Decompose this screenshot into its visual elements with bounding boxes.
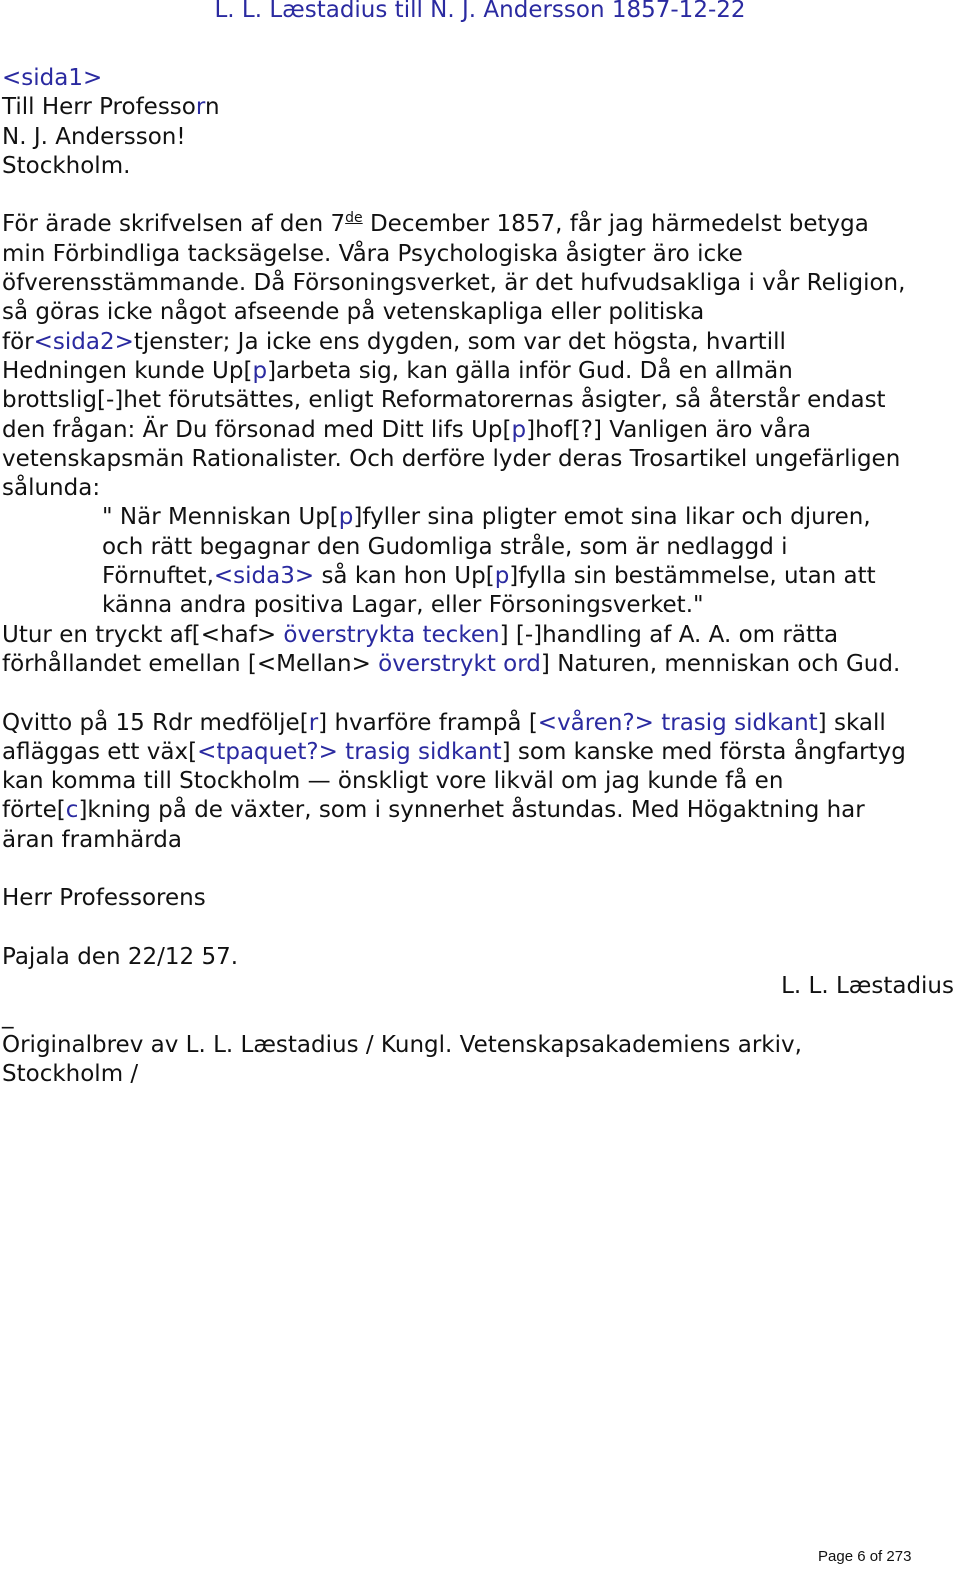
editorial-insertion: c (65, 797, 79, 824)
editorial-insertion: p (252, 357, 268, 384)
page-number: Page 6 of 273 (818, 1548, 912, 1565)
quote-line: känna andra positiva Lagar, eller Försoningsverket." (102, 592, 704, 619)
editorial-insertion: p (511, 416, 527, 443)
page-marker: <sida3> (213, 563, 315, 590)
quote-line: och rätt begagnar den Gudomliga stråle, som är nedlaggd i (102, 533, 788, 560)
letter-line: den frågan: Är Du försonad med Ditt lifs Up[p]hof[?] Vanligen äro våra (2, 416, 811, 443)
letter-line: För ärade skrifvelsen af den 7de December 1857, får jag härmedelst betyga (2, 210, 869, 238)
letter-body (2, 64, 958, 1089)
letter-line: vetenskapsmän Rationalister. Och derföre lyder deras Trosartikel ungefärligen (2, 445, 901, 472)
letter-line: Stockholm. (2, 152, 131, 179)
editorial-insertion: r (308, 709, 319, 736)
quote-line: " När Menniskan Up[p]fyller sina pligter emot sina likar och djuren, (102, 504, 871, 531)
letter-line: Qvitto på 15 Rdr medfölje[r] hvarföre frampå [<våren?> trasig sidkant] skall (2, 709, 886, 736)
letter-line: Hedningen kunde Up[p]arbeta sig, kan gälla inför Gud. Då en allmän (2, 357, 793, 384)
editorial-insertion: p (338, 504, 354, 531)
letter-line: kan komma till Stockholm — önskligt vore likväl om jag kunde få en (2, 768, 784, 795)
letter-line: sålunda: (2, 475, 101, 502)
superscript: de (345, 210, 363, 227)
editorial-note: <våren?> trasig sidkant (537, 709, 818, 736)
editorial-note: överstrykta tecken (283, 621, 500, 648)
page-marker: <sida2> (33, 328, 134, 355)
page-marker: <sida1> (2, 65, 103, 91)
letter-line: öfverensstämmande. Då Försoningsverket, är det hufvudsakliga i vår Religion, (2, 270, 906, 297)
letter-line: Utur en tryckt af[<haf> överstrykta tecken] [-]handling af A. A. om rätta (2, 621, 839, 648)
closing-salutation: Herr Professorens (2, 885, 206, 912)
letter-line: förhållandet emellan [<Mellan> överstrykt ord] Naturen, menniskan och Gud. (2, 650, 901, 677)
letter-line: afläggas ett väx[<tpaquet?> trasig sidkant] som kanske med första ångfartyg (2, 738, 906, 765)
separator: _ (2, 1002, 14, 1029)
editorial-note: överstrykt ord (378, 650, 541, 677)
source-note: Stockholm / (2, 1061, 139, 1088)
editorial-insertion: r (195, 94, 205, 121)
place-date: Pajala den 22/12 57. (2, 943, 239, 970)
editorial-note: <tpaquet?> trasig sidkant (197, 738, 502, 765)
letter-line: Till Herr Professorn (2, 94, 220, 121)
letter-line: äran framhärda (2, 826, 183, 853)
letter-line: N. J. Andersson! (2, 123, 186, 150)
source-note: Originalbrev av L. L. Læstadius / Kungl. Vetenskapsakademiens arkiv, (2, 1031, 802, 1058)
editorial-insertion: p (494, 563, 510, 590)
letter-line: brottslig[-]het förutsättes, enligt Reformatorernas åsigter, så återstår endast (2, 387, 886, 414)
signature: L. L. Læstadius (781, 973, 954, 1000)
letter-line: min Förbindliga tacksägelse. Våra Psychologiska åsigter äro icke (2, 240, 743, 267)
document-title: L. L. Læstadius till N. J. Andersson 1857-12-22 (214, 0, 746, 23)
letter-line: för<sida2>tjenster; Ja icke ens dygden, som var det högsta, hvartill (2, 328, 786, 355)
letter-line: så göras icke något afseende på vetenskapliga eller politiska (2, 299, 705, 326)
quote-line: Förnuftet,<sida3> så kan hon Up[p]fylla sin bestämmelse, utan att (102, 563, 876, 590)
letter-line: förte[c]kning på de växter, som i synnerhet åstundas. Med Högaktning har (2, 797, 865, 824)
